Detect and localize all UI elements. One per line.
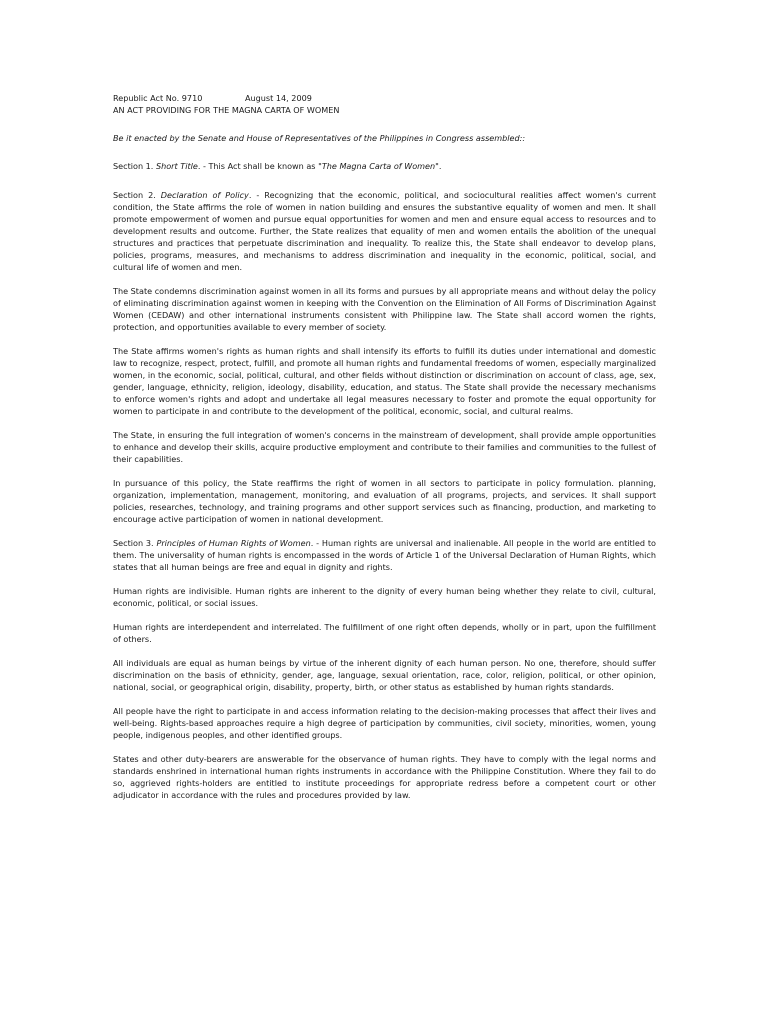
section-3-paragraph: Human rights are indivisible. Human rights are inherent to the dignity of every human being whether they relate to civil, cultural, economic, political, or social issues. [113,586,656,608]
section-1-title: Short Title [155,161,198,171]
section-1-text-before: . - This Act shall be known as " [197,161,322,171]
section-3-paragraph: States and other duty-bearers are answerable for the observance of human rights. They have to comply with the legal norms and standards enshrined in international human rights instruments in accordance with the Philippine Constitution. Where they fail to do so, aggrieved rights-holders are entitled to institute proceedings for appropriate redress before a competent court or other adjudicator in accordance with the rules and procedures provided by law. [113,754,656,800]
section-3-label: Section 3. [113,538,154,548]
section-2-paragraph: The State affirms women's rights as human rights and shall intensify its efforts to fulfill its duties under international and domestic law to recognize, respect, protect, fulfill, and promote all human rights and fundamental freedoms of women, especially marginalized women, in the economic, social, political, cultural, and other fields without distinction or discrimination on account of class, age, sex, gender, language, ethnicity, religion, ideology, disability, education, and status. The State shall provide the necessary mechanisms to enforce women's rights and adopt and undertake all legal measures necessary to foster and promote the equal opportunity for women to participate in and contribute to the development of the political, economic, social, and cultural realms. [113,346,656,416]
section-2-lead: . - Recognizing that the economic, political, and sociocultural realities affect women's current condition, the State affirms the role of women in nation building and ensures the substantive equality of women and men. It shall promote empowerment of women and pursue equal opportunities for women and men and ensure equal access to resources and to development results and outcome. Further, the State realizes that equality of men and women entails the abolition of the unequal structures and practices that perpetuate discrimination and inequality. To realize this, the State shall endeavor to develop plans, policies, programs, measures, and mechanisms to address discrimination and inequality in the economic, political, social, and cultural life of women and men. [113,190,656,272]
section-3 [113,537,656,573]
act-title: AN ACT PROVIDING FOR THE MAGNA CARTA OF WOMEN [113,105,340,115]
section-3-title: Principles of Human Rights of Women [156,538,311,548]
act-date: August 14, 2009 [244,93,312,103]
section-1-short-title: The Magna Carta of Women [321,161,436,171]
enacting-clause: Be it enacted by the Senate and House of Representatives of the Philippines in Congress assembled:: [113,133,526,143]
section-2-paragraph: In pursuance of this policy, the State reaffirms the right of women in all sectors to participate in policy formulation. planning, organization, implementation, management, monitoring, and evaluation of all programs, projects, and services. It shall support policies, researches, technology, and training programs and other support services such as financing, production, and marketing to encourage active participation of women in national development. [113,478,656,524]
section-3-paragraph: All people have the right to participate in and access information relating to the decision-making processes that affect their lives and well-being. Rights-based approaches require a high degree of participation by communities, civil society, minorities, women, young people, indigenous peoples, and other identified groups. [113,706,656,740]
act-number: Republic Act No. 9710 [113,93,203,103]
act-header [113,92,656,104]
section-3-paragraph: All individuals are equal as human beings by virtue of the inherent dignity of each human person. No one, therefore, should suffer discrimination on the basis of ethnicity, gender, age, language, sexual orientation, race, color, religion, political, or other opinion, national, social, or geographical origin, disability, property, birth, or other status as established by human rights standards. [113,658,656,692]
section-2 [113,189,656,273]
section-1-label: Section 1. [113,161,154,171]
section-3-lead: . - Human rights are universal and inalienable. All people in the world are entitled to them. The universality of human rights is encompassed in the words of Article 1 of the Universal Declaration of Human Rights, which states that all human beings are free and equal in dignity and rights. [113,538,656,572]
section-2-title: Declaration of Policy [160,190,249,200]
section-1 [113,160,656,172]
section-2-paragraph: The State condemns discrimination against women in all its forms and pursues by all appropriate means and without delay the policy of eliminating discrimination against women in keeping with the Convention on the Elimination of All Forms of Discrimination Against Women (CEDAW) and other international instruments consistent with Philippine law. The State shall accord women the rights, protection, and opportunities available to every member of society. [113,286,656,332]
section-3-paragraph: Human rights are interdependent and interrelated. The fulfillment of one right often depends, wholly or in part, upon the fulfillment of others. [113,622,656,644]
section-2-label: Section 2. [113,190,156,200]
section-1-text-after: ". [435,161,442,171]
section-2-paragraph: The State, in ensuring the full integration of women's concerns in the mainstream of development, shall provide ample opportunities to enhance and develop their skills, acquire productive employment and contribute to their families and communities to the fullest of their capabilities. [113,430,656,464]
